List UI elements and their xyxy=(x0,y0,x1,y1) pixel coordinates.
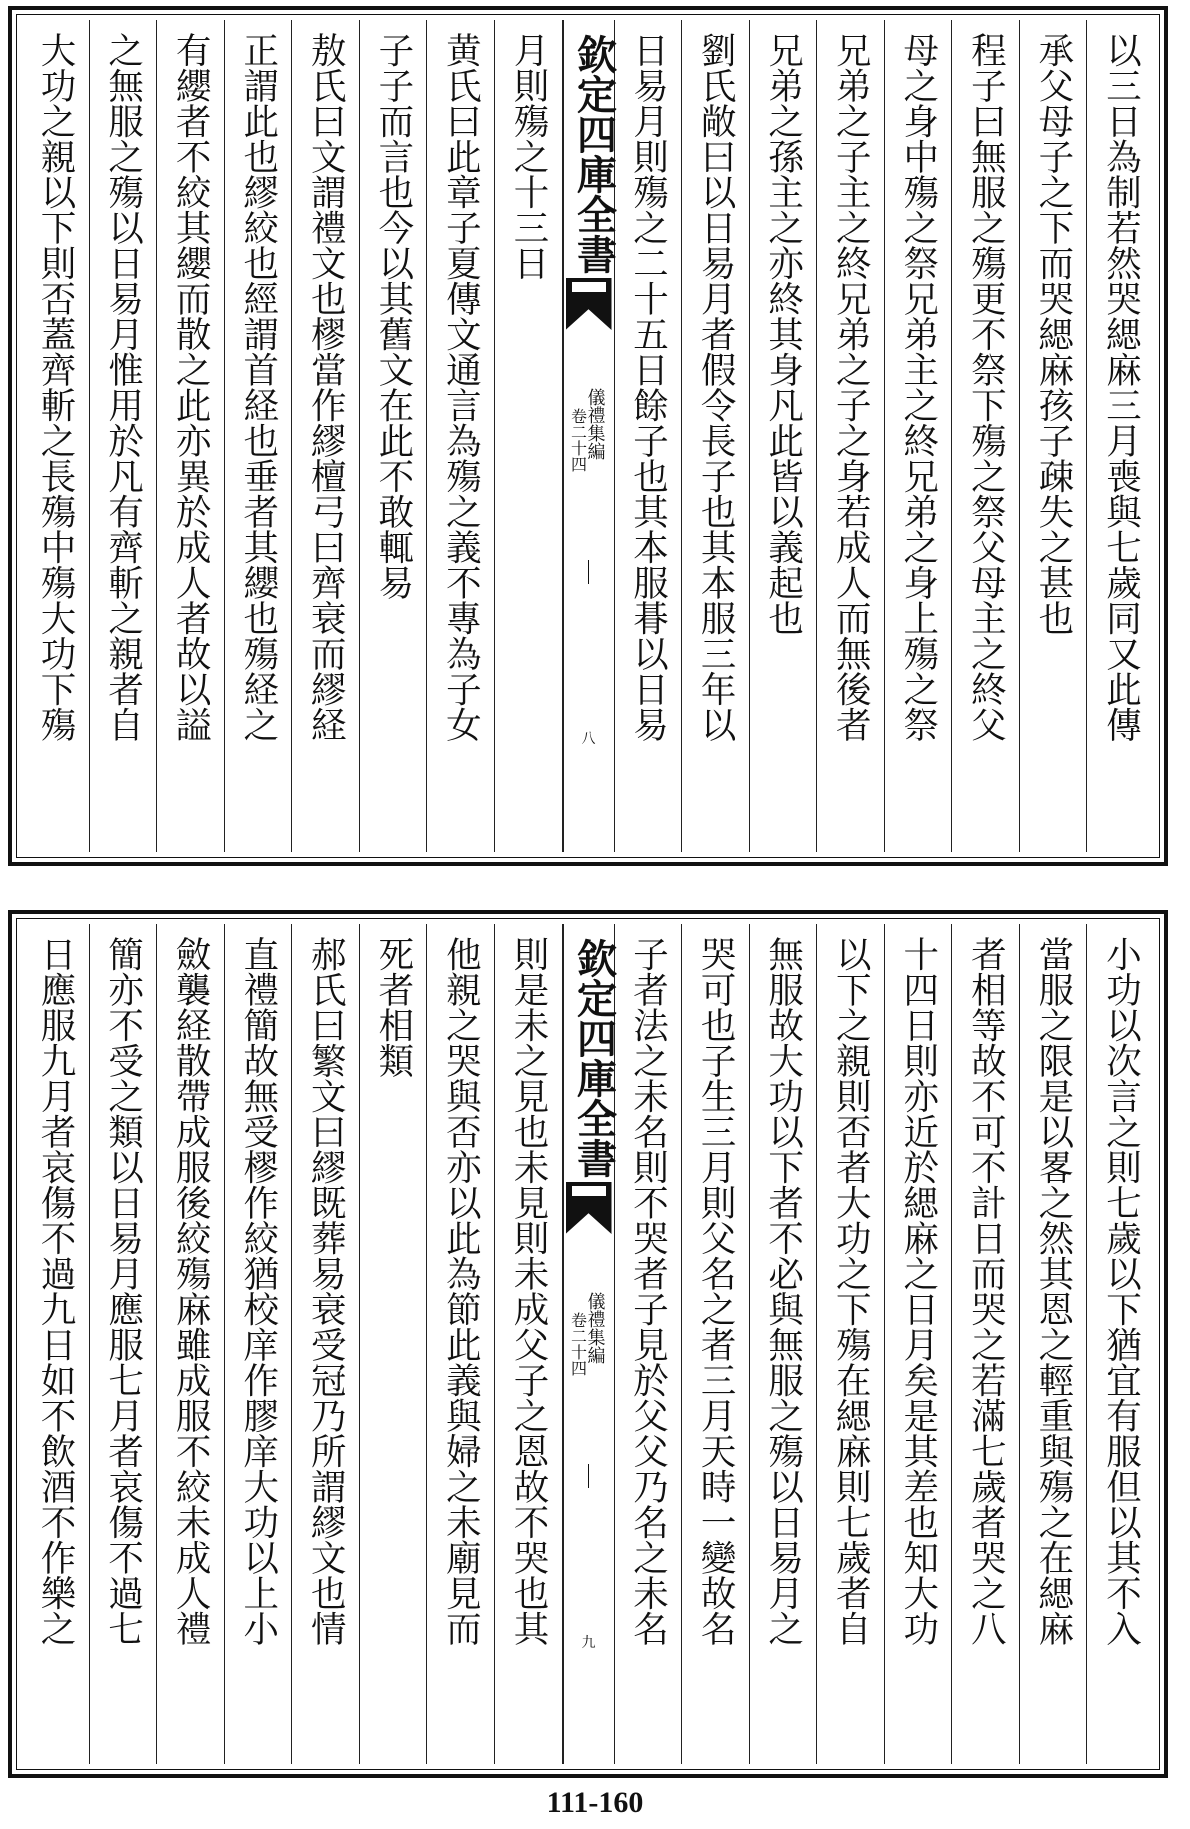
text-column: 兄弟之孫主之亦終其身凡此皆以義起也 xyxy=(750,20,818,852)
bottom-page-columns xyxy=(22,924,1154,1764)
text-column: 者相等故不可不計日而哭之若滿七歲者哭之八 xyxy=(952,924,1020,1764)
text-column: 以下之親則否者大功之下殤在緦麻則七歲者自 xyxy=(817,924,885,1764)
volume-label: 卷二十四 xyxy=(568,408,588,472)
text-column: 則是未之見也未見則未成父子之恩故不哭也其 xyxy=(495,924,563,1764)
text-column: 子子而言也今以其舊文在此不敢輒易 xyxy=(360,20,428,852)
top-page-frame xyxy=(8,6,1168,866)
book-name: 儀禮集編 xyxy=(584,1292,606,1364)
text-column: 正謂此也繆絞也經謂首経也垂者其纓也殤経之 xyxy=(225,20,293,852)
text-column: 月則殤之十三日 xyxy=(495,20,563,852)
text-column: 直禮簡故無受樛作絞猶校庠作膠庠大功以上小 xyxy=(225,924,293,1764)
scan-page-id: 111-160 xyxy=(546,1786,644,1819)
text-column: 承父母子之下而哭緦麻孩子疎失之甚也 xyxy=(1020,20,1088,852)
text-column: 母之身中殤之祭兄弟主之終兄弟之身上殤之祭 xyxy=(885,20,953,852)
fold-dash xyxy=(588,1464,589,1488)
text-column: 簡亦不受之類以日易月應服七月者哀傷不過七 xyxy=(90,924,158,1764)
center-fold xyxy=(563,20,618,852)
text-column: 劉氏敞曰以日易月者假令長子也其本服三年以 xyxy=(682,20,750,852)
text-column: 當服之限是以畧之然其恩之輕重與殤之在緦麻 xyxy=(1020,924,1088,1764)
text-column: 之無服之殤以日易月惟用於凡有齊斬之親者自 xyxy=(90,20,158,852)
text-column: 程子曰無服之殤更不祭下殤之祭父母主之終父 xyxy=(952,20,1020,852)
center-fold xyxy=(563,924,618,1764)
bottom-page-frame xyxy=(8,910,1168,1778)
text-column: 大功之親以下則否蓋齊斬之長殤中殤大功下殤 xyxy=(22,20,90,852)
text-column: 郝氏曰繁文曰繆既葬易衰受冠乃所謂繆文也情 xyxy=(292,924,360,1764)
text-column: 斂襲経散帶成服後絞殤麻雖成服不絞未成人禮 xyxy=(157,924,225,1764)
text-column: 十四日則亦近於緦麻之日月矣是其差也知大功 xyxy=(885,924,953,1764)
volume-label: 卷二十四 xyxy=(568,1312,588,1376)
text-column: 以三日為制若然哭緦麻三月喪與七歲同又此傳 xyxy=(1100,32,1142,742)
text-column: 兄弟之子主之終兄弟之子之身若成人而無後者 xyxy=(817,20,885,852)
text-column: 有纓者不絞其纓而散之此亦異於成人者故以謚 xyxy=(157,20,225,852)
fold-dash xyxy=(588,560,589,584)
text-column: 無服故大功以下者不必與無服之殤以日易月之 xyxy=(750,924,818,1764)
book-name: 儀禮集編 xyxy=(584,388,606,460)
text-column: 小功以次言之則七歲以下猶宜有服但以其不入 xyxy=(1100,936,1142,1646)
text-column: 死者相類 xyxy=(360,924,428,1764)
text-column: 子者法之未名則不哭者子見於父父乃名之未名 xyxy=(615,924,683,1764)
book-title: 欽定四庫全書 xyxy=(570,34,618,274)
text-column: 黄氏曰此章子夏傳文通言為殤之義不專為子女 xyxy=(427,20,495,852)
book-title: 欽定四庫全書 xyxy=(570,938,618,1178)
text-column: 他親之哭與否亦以此為節此義與婦之未廟見而 xyxy=(427,924,495,1764)
page-number: 八 xyxy=(581,731,596,747)
text-column: 日應服九月者哀傷不過九日如不飲酒不作樂之 xyxy=(22,924,90,1764)
top-page-columns xyxy=(22,20,1154,852)
text-column: 敖氏曰文謂禮文也樛當作繆檀弓曰齊衰而繆経 xyxy=(292,20,360,852)
text-column: 哭可也子生三月則父名之者三月天時一變故名 xyxy=(682,924,750,1764)
text-column: 日易月則殤之二十五日餘子也其本服朞以日易 xyxy=(615,20,683,852)
page-number: 九 xyxy=(581,1635,596,1651)
